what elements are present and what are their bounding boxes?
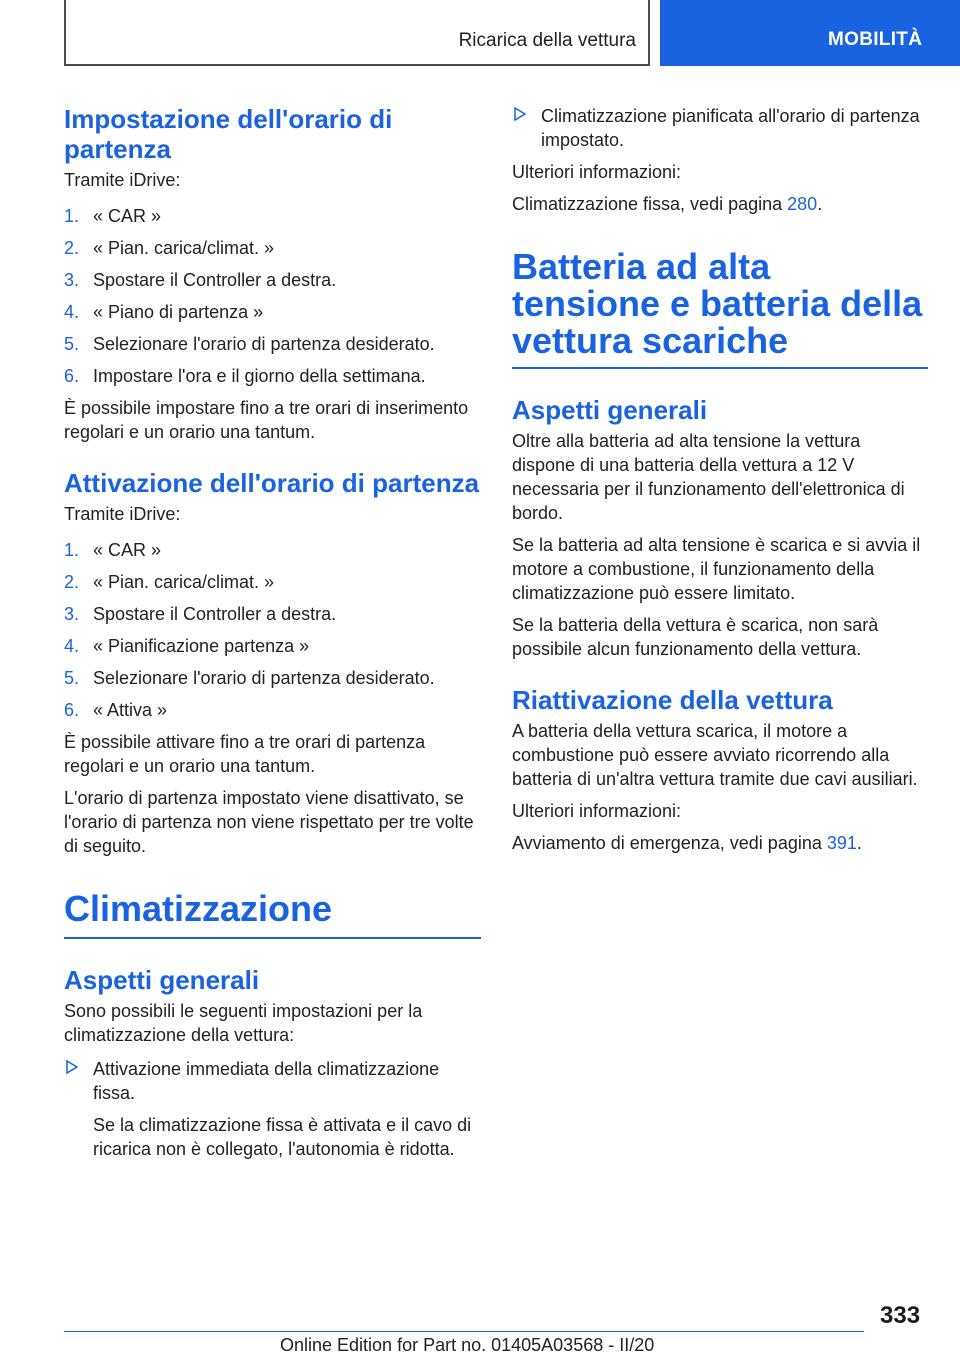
page-header bbox=[0, 0, 960, 66]
step-text: Spostare il Controller a destra. bbox=[93, 604, 337, 624]
cross-reference: Climatizzazione fissa, vedi pagina 280. bbox=[512, 194, 823, 214]
chapter-title: MOBILITÀ bbox=[828, 29, 923, 50]
bullet-subtext: Se la climatizzazione fissa è attivata e il cavo di ricarica non è collegato, l'autonomia è ridotta. bbox=[93, 1115, 472, 1159]
heading-departure-time: Impostazione dell'orario di partenza bbox=[64, 104, 393, 164]
bullet-text: Climatizzazione pianificata all'orario di partenza impostato. bbox=[541, 106, 920, 150]
chapter-tab bbox=[660, 0, 960, 66]
step-number: 5. bbox=[64, 334, 80, 354]
heading-battery: Batteria ad alta tensione e batteria della vettura scariche bbox=[512, 246, 923, 361]
bullet-text: Attivazione immediata della climatizzazione fissa. bbox=[93, 1059, 440, 1103]
more-info-label: Ulteriori informazioni: bbox=[512, 801, 682, 821]
step-text: Impostare l'ora e il giorno della settimana. bbox=[93, 366, 426, 386]
step-text: Spostare il Controller a destra. bbox=[93, 270, 337, 290]
steps-list-departure bbox=[64, 204, 481, 388]
intro-text: Tramite iDrive: bbox=[64, 170, 181, 190]
step-item bbox=[64, 204, 481, 228]
right-column bbox=[512, 104, 928, 863]
step-item bbox=[64, 666, 481, 690]
step-text: Selezionare l'orario di partenza desiderato. bbox=[93, 668, 435, 688]
step-item bbox=[64, 300, 481, 324]
intro-text: Tramite iDrive: bbox=[64, 504, 181, 524]
step-item bbox=[64, 570, 481, 594]
step-text: « Pian. carica/climat. » bbox=[93, 238, 275, 258]
section-title: Ricarica della vettura bbox=[458, 30, 636, 51]
page-link-391[interactable]: 391 bbox=[826, 833, 857, 853]
step-text: « Piano di partenza » bbox=[93, 302, 264, 322]
step-number: 3. bbox=[64, 270, 80, 290]
heading-climatizzazione: Climatizzazione bbox=[64, 888, 333, 929]
step-number: 6. bbox=[64, 366, 80, 386]
step-number: 1. bbox=[64, 540, 80, 560]
heading-general: Aspetti generali bbox=[64, 965, 260, 995]
step-item bbox=[64, 268, 481, 292]
step-item bbox=[64, 538, 481, 562]
paragraph: Se la batteria della vettura è scarica, non sarà possibile alcun funzionamento della vettura. bbox=[512, 615, 879, 659]
step-text: Selezionare l'orario di partenza desiderato. bbox=[93, 334, 435, 354]
step-text: « Pianificazione partenza » bbox=[93, 636, 310, 656]
step-text: « Attiva » bbox=[93, 700, 168, 720]
step-item bbox=[64, 332, 481, 356]
more-info-label: Ulteriori informazioni: bbox=[512, 162, 682, 182]
heading-restart: Riattivazione della vettura bbox=[512, 685, 833, 715]
step-item bbox=[64, 236, 481, 260]
paragraph: L'orario di partenza impostato viene disattivato, se l'orario di partenza non viene rispettato per tre volte di seguito. bbox=[64, 788, 474, 856]
step-number: 1. bbox=[64, 206, 80, 226]
cross-reference: Avviamento di emergenza, vedi pagina 391. bbox=[512, 833, 862, 853]
paragraph: È possibile impostare fino a tre orari di inserimento regolari e un orario una tantum. bbox=[64, 398, 469, 442]
step-item bbox=[64, 698, 481, 722]
triangle-bullet-icon bbox=[66, 1060, 78, 1074]
step-item bbox=[64, 602, 481, 626]
heading-general: Aspetti generali bbox=[512, 395, 708, 425]
section-tab bbox=[64, 0, 650, 66]
step-number: 5. bbox=[64, 668, 80, 688]
step-number: 3. bbox=[64, 604, 80, 624]
paragraph: Oltre alla batteria ad alta tensione la vettura dispone di una batteria della vettura a 12 V necessaria per il funzionamento dell'elettronica di bordo. bbox=[512, 431, 905, 523]
left-column bbox=[64, 104, 481, 1169]
bullet-list bbox=[512, 104, 928, 152]
bullet-list bbox=[64, 1057, 481, 1161]
paragraph: Se la batteria ad alta tensione è scarica e si avvia il motore a combustione, il funzionamento della climatizzazione può essere limitato. bbox=[512, 535, 921, 603]
heading-activation: Attivazione dell'orario di partenza bbox=[64, 468, 480, 498]
paragraph: È possibile attivare fino a tre orari di partenza regolari e un orario una tantum. bbox=[64, 732, 426, 776]
step-number: 4. bbox=[64, 636, 80, 656]
heading-rule bbox=[512, 367, 928, 369]
heading-rule bbox=[64, 937, 481, 939]
edition-text: Online Edition for Part no. 01405A03568 - II/20 bbox=[280, 1335, 655, 1355]
page-number: 333 bbox=[880, 1302, 921, 1329]
steps-list-activation bbox=[64, 538, 481, 722]
step-text: « CAR » bbox=[93, 206, 162, 226]
paragraph: A batteria della vettura scarica, il motore a combustione può essere avviato ricorrendo alla batteria di un'altra vettura tramite due cavi ausiliari. bbox=[512, 721, 918, 789]
triangle-bullet-icon bbox=[514, 107, 526, 121]
paragraph: Sono possibili le seguenti impostazioni per la climatizzazione della vettura: bbox=[64, 1001, 423, 1045]
step-text: « Pian. carica/climat. » bbox=[93, 572, 275, 592]
page-link-280[interactable]: 280 bbox=[787, 194, 818, 214]
step-number: 6. bbox=[64, 700, 80, 720]
list-item bbox=[64, 1057, 481, 1161]
step-number: 4. bbox=[64, 302, 80, 322]
step-number: 2. bbox=[64, 572, 80, 592]
step-item bbox=[64, 634, 481, 658]
list-item bbox=[512, 104, 928, 152]
step-text: « CAR » bbox=[93, 540, 162, 560]
step-number: 2. bbox=[64, 238, 80, 258]
step-item bbox=[64, 364, 481, 388]
footer-rule bbox=[64, 1331, 864, 1332]
